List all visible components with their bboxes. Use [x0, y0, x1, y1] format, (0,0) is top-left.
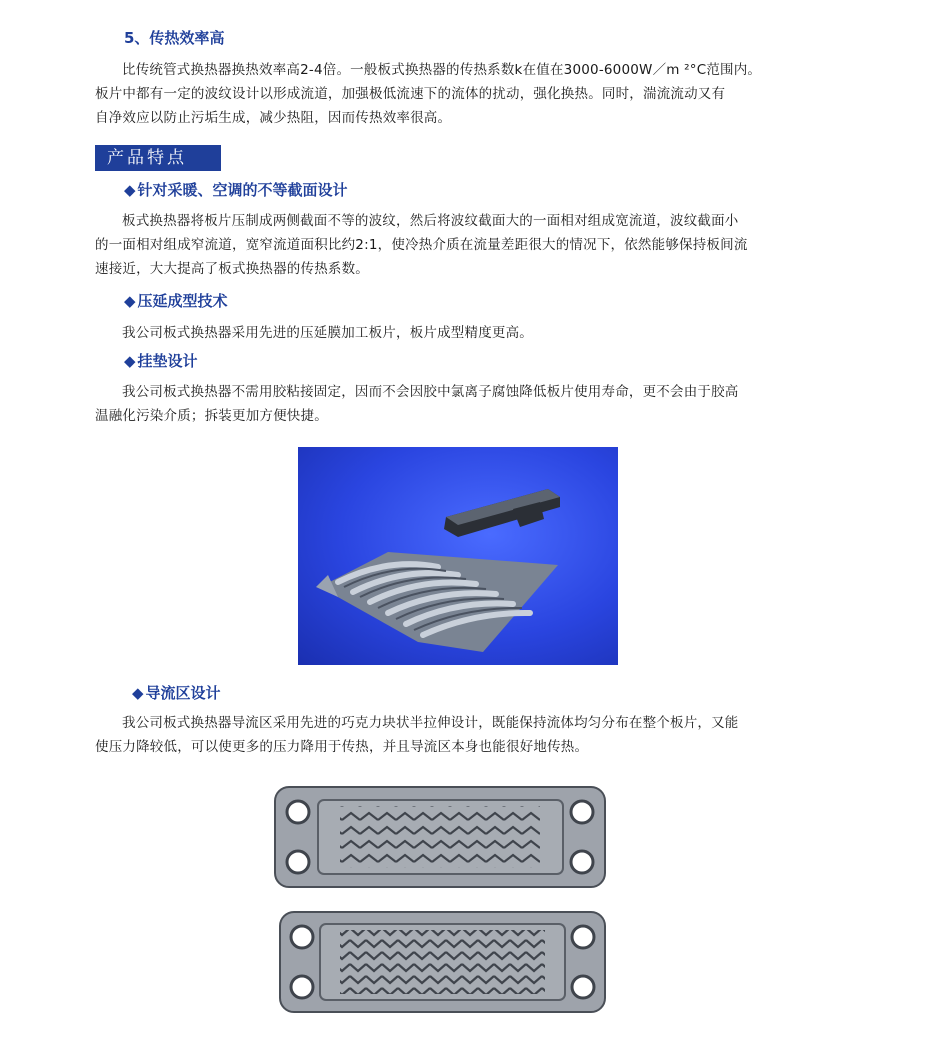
paragraph-line: 使压力降较低，可以使更多的压力降用于传热，并且导流区本身也能很好地传热。: [95, 739, 589, 755]
heat-exchanger-plates-photo: [270, 782, 610, 1022]
diamond-bullet-icon: ◆: [124, 292, 136, 310]
lower-plate: [280, 912, 605, 1012]
diamond-bullet-icon: ◆: [124, 181, 136, 199]
upper-plate: [275, 787, 605, 887]
feature-heading: [124, 291, 228, 311]
gasket-plate-photo: [298, 447, 618, 665]
gasket-plate-illustration: [298, 447, 618, 665]
paragraph-line: 自净效应以防止污垢生成，减少热阻，因而传热效率很高。: [95, 110, 452, 126]
feature-paragraph: [95, 321, 855, 345]
feature-heading-text: 挂垫设计: [137, 352, 198, 370]
paragraph-line: 板片中都有一定的波纹设计以形成流道，加强极低流速下的流体的扰动，强化换热。同时，湍流流动又有: [95, 86, 726, 102]
paragraph-line: 的一面相对组成窄流道，宽窄流道面积比约2:1，使冷热介质在流量差距很大的情况下，依然能够保持板间流: [95, 237, 748, 253]
section-paragraph: [95, 58, 855, 130]
section-heading: 5、传热效率高: [124, 29, 225, 47]
feature-heading: [132, 683, 221, 703]
paragraph-line: 温融化污染介质；拆装更加方便快捷。: [95, 408, 328, 424]
diamond-bullet-icon: ◆: [132, 684, 144, 702]
feature-heading-text: 针对采暖、空调的不等截面设计: [137, 181, 348, 199]
diamond-bullet-icon: ◆: [124, 352, 136, 370]
plates-illustration: [270, 782, 610, 1022]
paragraph-line: 板式换热器将板片压制成两侧截面不等的波纹，然后将波纹截面大的一面相对组成宽流道，波纹截面小: [122, 213, 739, 229]
feature-heading-text: 导流区设计: [145, 684, 221, 702]
feature-paragraph: [95, 711, 855, 759]
feature-heading: [124, 180, 348, 200]
feature-heading: [124, 351, 198, 371]
paragraph-line: 我公司板式换热器导流区采用先进的巧克力块状半拉伸设计，既能保持流体均匀分布在整个板片，又能: [122, 715, 739, 731]
paragraph-line: 我公司板式换热器采用先进的压延膜加工板片，板片成型精度更高。: [122, 325, 533, 341]
feature-paragraph: [95, 380, 855, 428]
paragraph-line: 我公司板式换热器不需用胶粘接固定，因而不会因胶中氯离子腐蚀降低板片使用寿命，更不会由于胶高: [122, 384, 739, 400]
feature-paragraph: [95, 209, 855, 281]
product-features-banner: 产品特点: [95, 145, 221, 171]
paragraph-line: 比传统管式换热器换热效率高2-4倍。一般板式换热器的传热系数k在值在3000-6000W／m ²°C范围内。: [122, 62, 762, 78]
paragraph-line: 速接近，大大提高了板式换热器的传热系数。: [95, 261, 369, 277]
feature-heading-text: 压延成型技术: [137, 292, 228, 310]
